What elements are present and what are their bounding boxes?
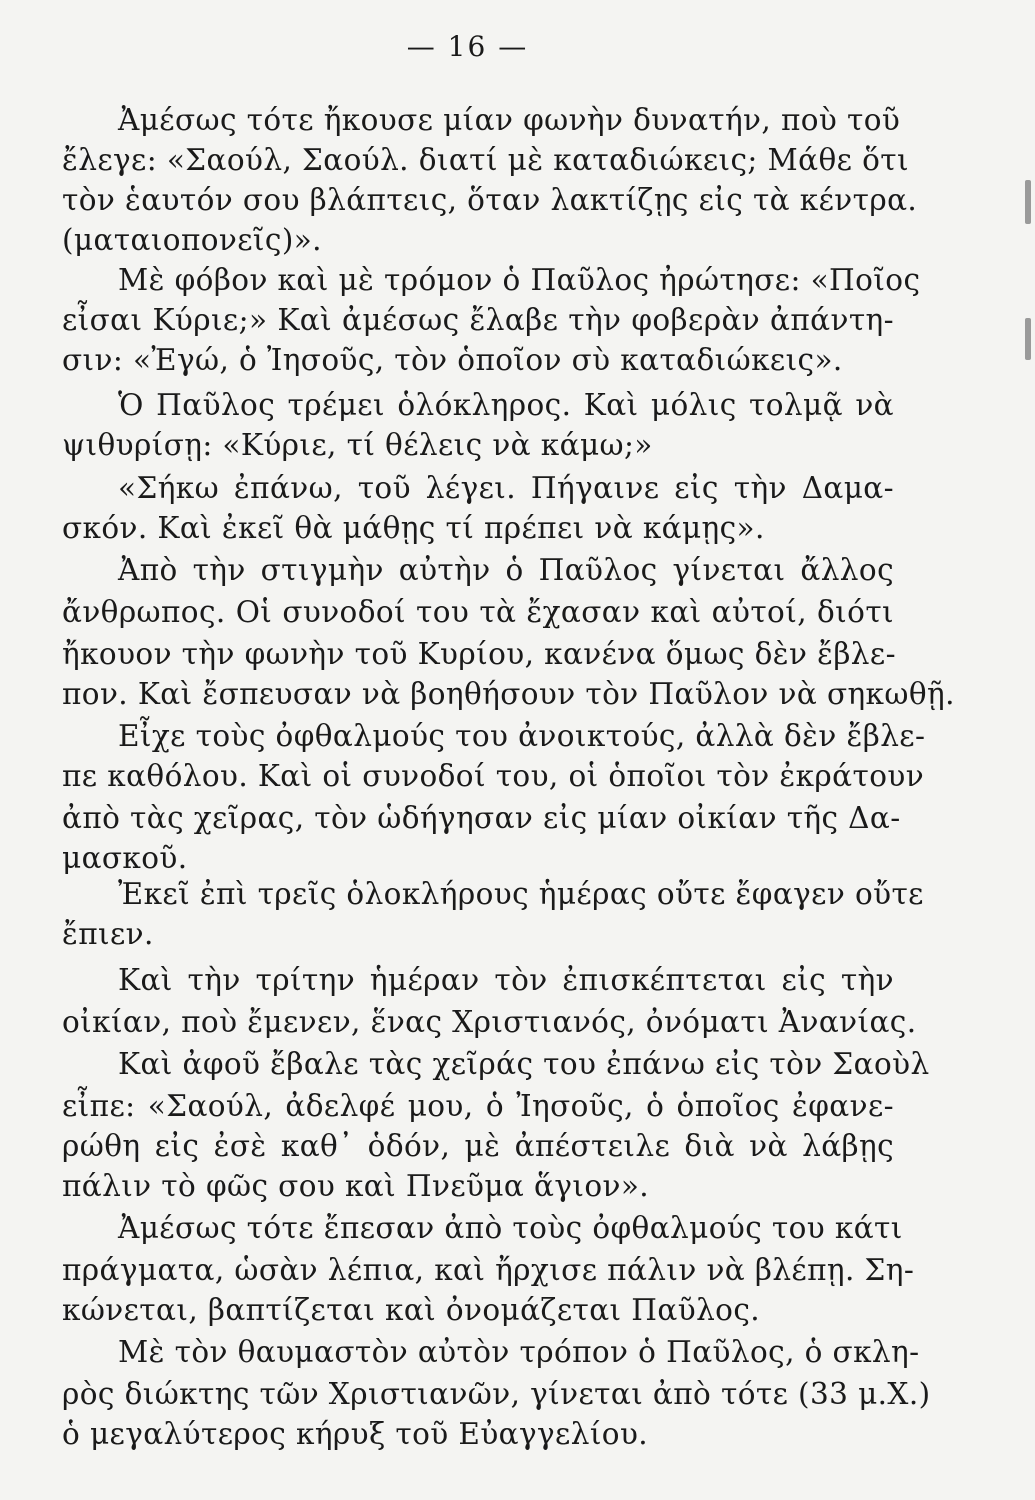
text-line: Ὁ Παῦλος τρέμει ὁλόκληρος. Καὶ μόλις τολμᾷ νὰ: [118, 388, 894, 422]
text-line: κώνεται, βαπτίζεται καὶ ὀνομάζεται Παῦλος.: [62, 1293, 761, 1327]
text-line: «Σήκω ἐπάνω, τοῦ λέγει. Πήγαινε εἰς τὴν Δαμα-: [118, 471, 894, 505]
text-line: Ἀπὸ τὴν στιγμὴν αὐτὴν ὁ Παῦλος γίνεται ἄλλος: [118, 553, 894, 587]
text-line: σιν: «Ἐγώ, ὁ Ἰησοῦς, τὸν ὁποῖον σὺ καταδιώκεις».: [62, 343, 843, 377]
text-line: ἔπιεν.: [62, 917, 154, 951]
text-line: Καὶ τὴν τρίτην ἡμέραν τὸν ἐπισκέπτεται εἰς τὴν: [118, 963, 894, 997]
text-line: εἶσαι Κύριε;» Καὶ ἀμέσως ἔλαβε τὴν φοβερὰν ἀπάντη-: [62, 303, 894, 337]
page-number: — 16 —: [406, 30, 529, 63]
text-line: Ἐκεῖ ἐπὶ τρεῖς ὁλοκλήρους ἡμέρας οὔτε ἔφαγεν οὔτε: [118, 877, 924, 911]
text-line: πράγματα, ὡσὰν λέπια, καὶ ἤρχισε πάλιν νὰ βλέπῃ. Ση-: [62, 1253, 915, 1287]
text-line: ψιθυρίσῃ: «Κύριε, τί θέλεις νὰ κάμω;»: [62, 428, 653, 462]
text-line: Ἀμέσως τότε ἤκουσε μίαν φωνὴν δυνατήν, ποὺ τοῦ: [118, 103, 901, 137]
text-line: (ματαιοπονεῖς)».: [62, 223, 322, 257]
scan-edge-mark: [1025, 180, 1031, 224]
scan-edge-mark: [1025, 318, 1031, 360]
text-line: οἰκίαν, ποὺ ἔμενεν, ἕνας Χριστιανός, ὀνόματι Ἀνανίας.: [62, 1005, 917, 1039]
text-line: Μὲ τὸν θαυμαστὸν αὐτὸν τρόπον ὁ Παῦλος, ὁ σκλη-: [118, 1335, 920, 1369]
text-line: ρὸς διώκτης τῶν Χριστιανῶν, γίνεται ἀπὸ τότε (33 μ.Χ.): [62, 1377, 931, 1411]
text-line: μασκοῦ.: [62, 841, 188, 875]
text-line: πε καθόλου. Καὶ οἱ συνοδοί του, οἱ ὁποῖοι τὸν ἐκράτουν: [62, 759, 925, 793]
text-line: σκόν. Καὶ ἐκεῖ θὰ μάθῃς τί πρέπει νὰ κάμῃς».: [62, 511, 765, 545]
text-line: ἄνθρωπος. Οἱ συνοδοί του τὰ ἔχασαν καὶ αὐτοί, διότι: [62, 595, 894, 629]
text-line: τὸν ἑαυτόν σου βλάπτεις, ὅταν λακτίζῃς εἰς τὰ κέντρα.: [62, 183, 918, 217]
text-line: ὁ μεγαλύτερος κήρυξ τοῦ Εὐαγγελίου.: [62, 1417, 649, 1451]
text-line: Καὶ ἀφοῦ ἔβαλε τὰς χεῖράς του ἐπάνω εἰς τὸν Σαοὺλ: [118, 1047, 930, 1081]
text-line: Ἀμέσως τότε ἔπεσαν ἀπὸ τοὺς ὀφθαλμούς του κάτι: [118, 1211, 903, 1245]
text-line: Εἶχε τοὺς ὀφθαλμούς του ἀνοικτούς, ἀλλὰ δὲν ἔβλε-: [118, 719, 926, 753]
text-line: Μὲ φόβον καὶ μὲ τρόμον ὁ Παῦλος ἠρώτησε: «Ποῖος: [118, 263, 921, 297]
text-line: ρώθη εἰς ἐσὲ καθ᾽ ὁδόν, μὲ ἀπέστειλε διὰ νὰ λάβῃς: [62, 1129, 894, 1163]
text-line: ἀπὸ τὰς χεῖρας, τὸν ὡδήγησαν εἰς μίαν οἰκίαν τῆς Δα-: [62, 801, 901, 835]
text-line: ἔλεγε: «Σαούλ, Σαούλ. διατί μὲ καταδιώκεις; Μάθε ὅτι: [62, 143, 909, 177]
text-line: πάλιν τὸ φῶς σου καὶ Πνεῦμα ἅγιον».: [62, 1169, 650, 1203]
text-line: ἤκουον τὴν φωνὴν τοῦ Κυρίου, κανένα ὅμως δὲν ἔβλε-: [62, 637, 896, 671]
text-line: πον. Καὶ ἔσπευσαν νὰ βοηθήσουν τὸν Παῦλον νὰ σηκωθῇ.: [62, 677, 955, 711]
text-line: εἶπε: «Σαούλ, ἀδελφέ μου, ὁ Ἰησοῦς, ὁ ὁποῖος ἐφανε-: [62, 1089, 894, 1123]
